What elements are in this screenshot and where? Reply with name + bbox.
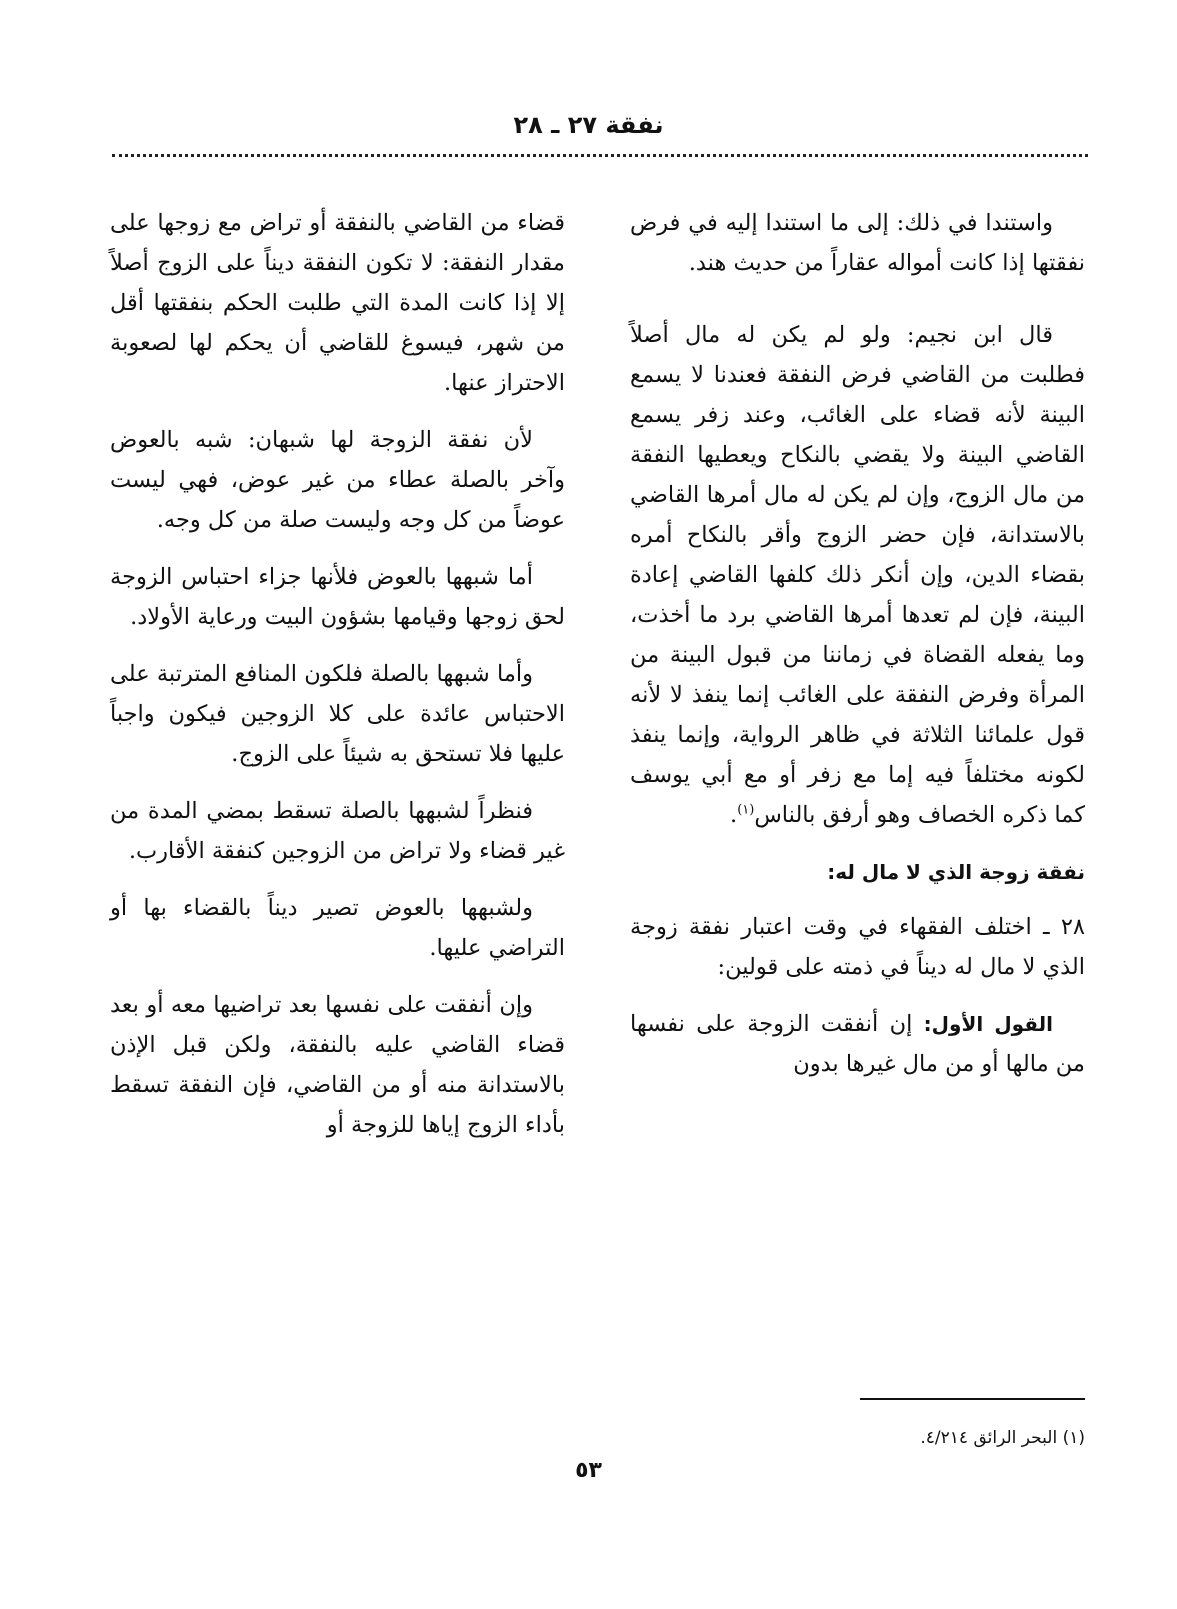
paragraph: ولشبهها بالعوض تصير ديناً بالقضاء بها أو التراضي عليها. [110,895,565,961]
paragraph: ٢٨ ـ اختلف الفقهاء في وقت اعتبار نفقة زوجة الذي لا مال له ديناً في ذمته على قولين: [630,914,1085,980]
footnote: (١) البحر الرائق ٤/٢١٤. [920,1428,1085,1448]
footnote-marker[interactable]: (١) [737,802,755,818]
section-heading: نفقة زوجة الذي لا مال له: [827,860,1085,884]
term-label: القول الأول: [923,1012,1053,1036]
paragraph [630,1004,1085,1084]
paragraph: أما شبهها بالعوض فلأنها جزاء احتباس الزوجة لحق زوجها وقيامها بشؤون البيت ورعاية الأولاد. [110,564,565,630]
paragraph: لأن نفقة الزوجة لها شبهان: شبه بالعوض وآخر بالصلة عطاء من غير عوض، فهي ليست عوضاً من كل وجه وليست صلة من كل وجه. [110,427,565,533]
paragraph-text: قال ابن نجيم: ولو لم يكن له مال أصلاً فطلبت من القاضي فرض النفقة فعندنا لا يسمع البينة لأنه قضاء على الغائب، وعند زفر يسمع القاضي البينة ولا يقضي بالنكاح ويعطيها النفقة من مال الزوج، وإن لم يكن له مال أمرها القاضي بالاستدانة، فإن حضر الزوج وأقر بالنكاح أمره بقضاء الدين، وإن أنكر ذلك كلفها القاضي إعادة البينة، فإن لم تعدها أمرها القاضي برد ما أخذت، وما يفعله القضاة في زماننا من قبول البينة من المرأة وفرض النفقة على الغائب إنما ينفذ لا لأنه قول علمائنا الثلاثة في ظاهر الرواية، وإنما ينفذ لكونه مختلفاً فيه إما مع زفر أو مع أبي يوسف كما ذكره الخصاف وهو أرفق بالناس [630,322,1085,828]
right-column [630,203,1085,1101]
paragraph-text: إن أنفقت الزوجة على نفسها من مالها أو من مال غيرها بدون [630,1011,1085,1077]
footnote-divider [860,1398,1085,1400]
page-header: نفقة ٢٧ ـ ٢٨ [513,111,664,139]
paragraph: وإن أنفقت على نفسها بعد تراضيها معه أو بعد قضاء القاضي عليه بالنفقة، ولكن قبل الإذن بالاستدانة منه أو من القاضي، فإن النفقة تسقط بأداء الزوج إياها للزوجة أو [110,992,565,1138]
header-dotted-divider [112,154,1088,157]
paragraph: قضاء من القاضي بالنفقة أو تراض مع زوجها على مقدار النفقة: لا تكون النفقة ديناً على الزوج أصلاً إلا إذا كانت المدة التي طلبت الحكم بنفقتها أقل من شهر، فيسوغ للقاضي أن يحكم لها لصعوبة الاحتراز عنها. [110,210,565,396]
paragraph [630,315,1085,835]
paragraph: فنظراً لشبهها بالصلة تسقط بمضي المدة من غير قضاء ولا تراض من الزوجين كنفقة الأقارب. [110,798,565,864]
left-column [110,203,565,1162]
paragraph: واستندا في ذلك: إلى ما استندا إليه في فرض نفقتها إذا كانت أمواله عقاراً من حديث هند. [630,210,1085,276]
paragraph-end: . [730,802,738,828]
paragraph: وأما شبهها بالصلة فلكون المنافع المترتبة على الاحتباس عائدة على كلا الزوجين فيكون واجباً عليها فلا تستحق به شيئاً على الزوج. [110,661,565,767]
page-number: ٥٣ [575,1458,602,1483]
